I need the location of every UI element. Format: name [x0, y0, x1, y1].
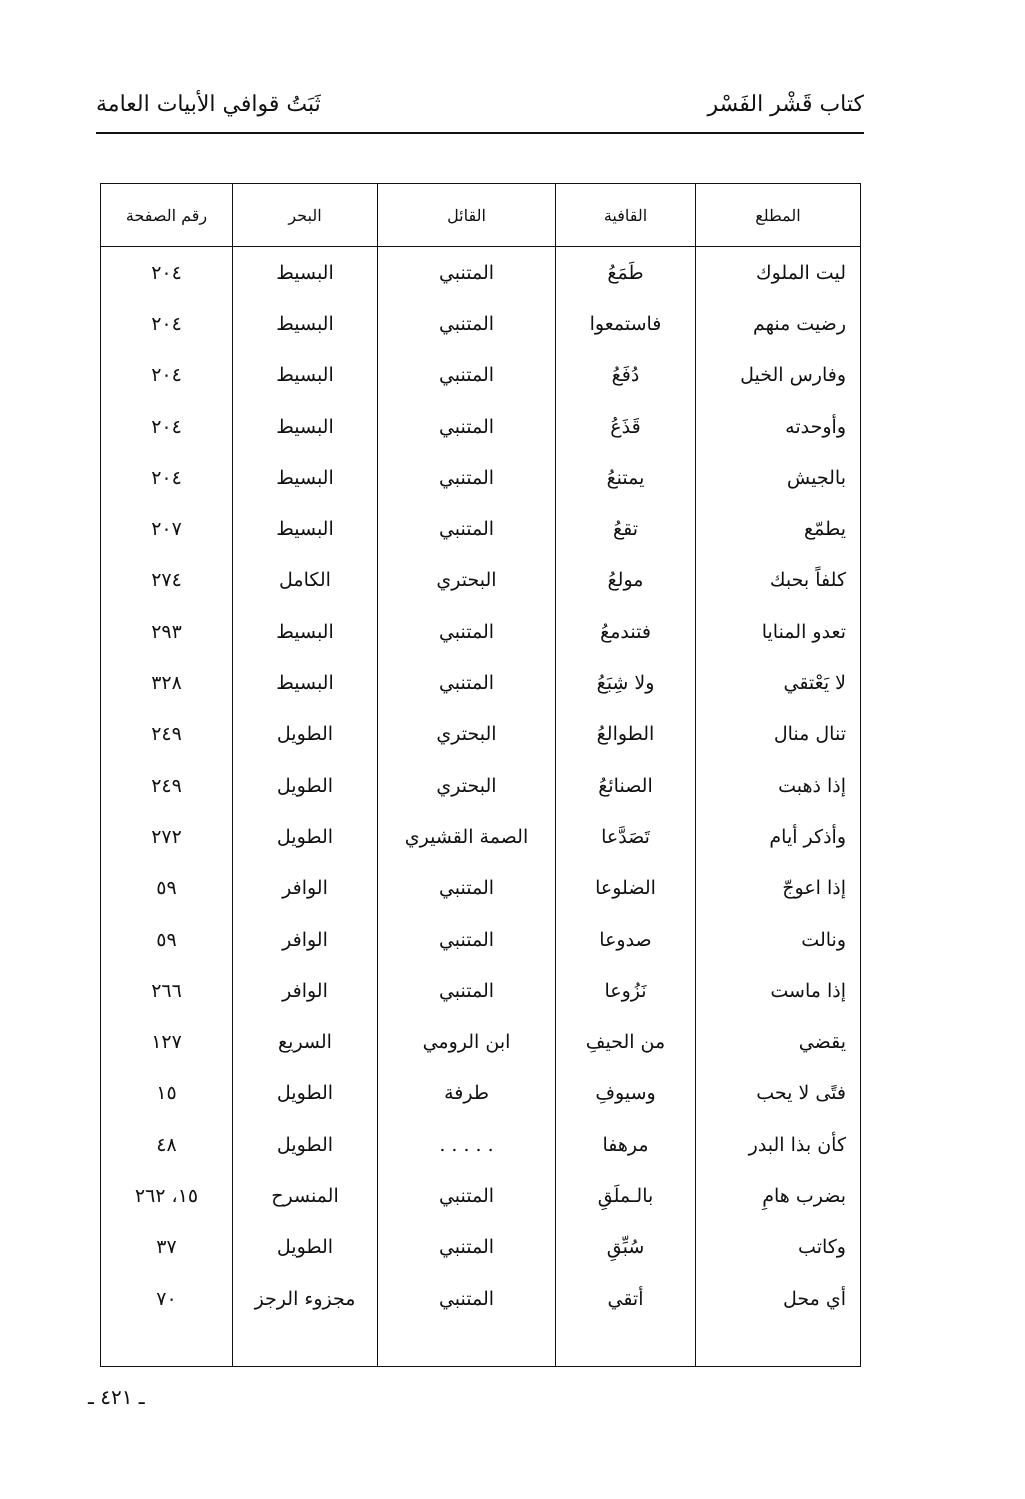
- spacer-cell: [696, 1324, 861, 1367]
- cell-opening: وفارس الخيل: [696, 350, 861, 401]
- cell-page: ٣٢٨: [101, 657, 233, 708]
- spacer-cell: [101, 1324, 233, 1367]
- cell-rhyme: أتقي: [556, 1273, 696, 1324]
- cell-poet: الصمة القشيري: [378, 811, 556, 862]
- cell-page: ٢٩٣: [101, 606, 233, 657]
- cell-poet: المتنبي: [378, 965, 556, 1016]
- cell-opening: رضيت منهم: [696, 298, 861, 349]
- cell-meter: الطويل: [233, 760, 378, 811]
- header-divider: [96, 132, 864, 134]
- cell-page: ٢٠٧: [101, 503, 233, 554]
- column-header-page: رقم الصفحة: [101, 184, 233, 247]
- table-row: [101, 965, 861, 1016]
- cell-rhyme: طَمَعُ: [556, 247, 696, 299]
- table-row: [101, 657, 861, 708]
- cell-meter: البسيط: [233, 606, 378, 657]
- cell-opening: ليت الملوك: [696, 247, 861, 299]
- cell-page: ٢٠٤: [101, 247, 233, 299]
- cell-page: ٢٦٦: [101, 965, 233, 1016]
- cell-poet: المتنبي: [378, 1222, 556, 1273]
- cell-page: ٢٤٩: [101, 709, 233, 760]
- cell-meter: البسيط: [233, 401, 378, 452]
- cell-opening: تعدو المنايا: [696, 606, 861, 657]
- cell-rhyme: من الحيفِ: [556, 1016, 696, 1067]
- cell-page: ١٥: [101, 1068, 233, 1119]
- cell-poet: ابن الرومي: [378, 1016, 556, 1067]
- cell-rhyme: قَذَعُ: [556, 401, 696, 452]
- cell-meter: المنسرح: [233, 1170, 378, 1221]
- spacer-cell: [556, 1324, 696, 1367]
- cell-poet: المتنبي: [378, 1170, 556, 1221]
- cell-meter: السريع: [233, 1016, 378, 1067]
- cell-opening: ونالت: [696, 914, 861, 965]
- table-row: [101, 606, 861, 657]
- cell-meter: الطويل: [233, 709, 378, 760]
- cell-opening: وأوحدته: [696, 401, 861, 452]
- rhymes-table-container: [100, 183, 860, 1316]
- table-row: [101, 452, 861, 503]
- table-header-row: [101, 184, 861, 247]
- cell-poet: المتنبي: [378, 863, 556, 914]
- cell-poet: المتنبي: [378, 503, 556, 554]
- cell-rhyme: دُفَعُ: [556, 350, 696, 401]
- table-row: [101, 1119, 861, 1170]
- table-row: [101, 503, 861, 554]
- table-row: [101, 811, 861, 862]
- cell-meter: الكامل: [233, 555, 378, 606]
- cell-poet: المتنبي: [378, 401, 556, 452]
- cell-rhyme: الضلوعا: [556, 863, 696, 914]
- cell-page: ٥٩: [101, 914, 233, 965]
- cell-meter: مجزوء الرجز: [233, 1273, 378, 1324]
- spacer-cell: [233, 1324, 378, 1367]
- cell-meter: الطويل: [233, 811, 378, 862]
- cell-opening: كأن بذا البدر: [696, 1119, 861, 1170]
- cell-rhyme: مرهفا: [556, 1119, 696, 1170]
- rhymes-table: [100, 183, 861, 1367]
- table-row: [101, 760, 861, 811]
- cell-rhyme: صدوعا: [556, 914, 696, 965]
- column-header-meter: البحر: [233, 184, 378, 247]
- spacer-cell: [378, 1324, 556, 1367]
- cell-opening: لا يَعْتقي: [696, 657, 861, 708]
- cell-page: ٤٨: [101, 1119, 233, 1170]
- cell-rhyme: مولعُ: [556, 555, 696, 606]
- cell-rhyme: يمتنعُ: [556, 452, 696, 503]
- cell-opening: إذا ماست: [696, 965, 861, 1016]
- table-row: [101, 1222, 861, 1273]
- cell-opening: يقضي: [696, 1016, 861, 1067]
- cell-meter: الطويل: [233, 1119, 378, 1170]
- cell-opening: إذا ذهبت: [696, 760, 861, 811]
- cell-opening: بضرب هامِ: [696, 1170, 861, 1221]
- cell-poet: البحتري: [378, 555, 556, 606]
- cell-rhyme: فاستمعوا: [556, 298, 696, 349]
- table-row: [101, 1016, 861, 1067]
- cell-page: ٢٧٤: [101, 555, 233, 606]
- cell-page: ٢٠٤: [101, 401, 233, 452]
- cell-page: ٢٧٢: [101, 811, 233, 862]
- cell-poet: المتنبي: [378, 914, 556, 965]
- cell-meter: الطويل: [233, 1068, 378, 1119]
- cell-meter: الوافر: [233, 965, 378, 1016]
- page-header: [96, 92, 864, 132]
- table-body: [101, 247, 861, 1367]
- table-row: [101, 1170, 861, 1221]
- cell-meter: الوافر: [233, 914, 378, 965]
- table-row: [101, 863, 861, 914]
- cell-page: ٢٤٩: [101, 760, 233, 811]
- cell-poet: المتنبي: [378, 606, 556, 657]
- table-bottom-spacer: [101, 1324, 861, 1367]
- cell-opening: وكاتب: [696, 1222, 861, 1273]
- cell-page: ١٥، ٢٦٢: [101, 1170, 233, 1221]
- book-title: كتاب قَشْر الفَسْر: [707, 92, 864, 117]
- cell-rhyme: الطوالعُ: [556, 709, 696, 760]
- table-row: [101, 1068, 861, 1119]
- cell-opening: إذا اعوجّ: [696, 863, 861, 914]
- table-row: [101, 914, 861, 965]
- cell-page: ٧٠: [101, 1273, 233, 1324]
- cell-rhyme: سُبِّقِ: [556, 1222, 696, 1273]
- cell-page: ٢٠٤: [101, 298, 233, 349]
- cell-meter: البسيط: [233, 657, 378, 708]
- cell-rhyme: بالـملَقِ: [556, 1170, 696, 1221]
- cell-page: ٢٠٤: [101, 350, 233, 401]
- cell-opening: كلفاً بحبك: [696, 555, 861, 606]
- cell-page: ٢٠٤: [101, 452, 233, 503]
- cell-page: ١٢٧: [101, 1016, 233, 1067]
- table-row: [101, 298, 861, 349]
- table-row: [101, 401, 861, 452]
- cell-poet: المتنبي: [378, 247, 556, 299]
- cell-page: ٣٧: [101, 1222, 233, 1273]
- column-header-poet: القائل: [378, 184, 556, 247]
- cell-opening: فتًى لا يحب: [696, 1068, 861, 1119]
- column-header-rhyme: القافية: [556, 184, 696, 247]
- cell-poet: البحتري: [378, 709, 556, 760]
- cell-rhyme: تقعُ: [556, 503, 696, 554]
- table-row: [101, 247, 861, 299]
- cell-rhyme: الصنائعُ: [556, 760, 696, 811]
- cell-poet: طرفة: [378, 1068, 556, 1119]
- section-title: ثَبَتُ قوافي الأبيات العامة: [96, 92, 321, 117]
- table-row: [101, 350, 861, 401]
- table-row: [101, 1273, 861, 1324]
- cell-rhyme: وسيوفِ: [556, 1068, 696, 1119]
- cell-rhyme: ولا شِبَعُ: [556, 657, 696, 708]
- table-row: [101, 555, 861, 606]
- cell-opening: تنال منال: [696, 709, 861, 760]
- cell-page: ٥٩: [101, 863, 233, 914]
- cell-poet: البحتري: [378, 760, 556, 811]
- cell-meter: البسيط: [233, 350, 378, 401]
- cell-poet: . . . . .: [378, 1119, 556, 1170]
- cell-opening: بالجيش: [696, 452, 861, 503]
- cell-poet: المتنبي: [378, 452, 556, 503]
- cell-opening: يطمّع: [696, 503, 861, 554]
- cell-meter: الوافر: [233, 863, 378, 914]
- cell-rhyme: فتندمعُ: [556, 606, 696, 657]
- cell-meter: البسيط: [233, 452, 378, 503]
- cell-opening: أي محل: [696, 1273, 861, 1324]
- cell-poet: المتنبي: [378, 298, 556, 349]
- page-number: ـ ٤٢١ ـ: [88, 1385, 145, 1409]
- cell-rhyme: نَزُوعا: [556, 965, 696, 1016]
- cell-meter: البسيط: [233, 298, 378, 349]
- cell-poet: المتنبي: [378, 657, 556, 708]
- column-header-opening: المطلع: [696, 184, 861, 247]
- table-row: [101, 709, 861, 760]
- cell-meter: الطويل: [233, 1222, 378, 1273]
- cell-rhyme: تَصَدَّعا: [556, 811, 696, 862]
- cell-poet: المتنبي: [378, 1273, 556, 1324]
- cell-meter: البسيط: [233, 503, 378, 554]
- cell-poet: المتنبي: [378, 350, 556, 401]
- cell-opening: وأذكر أيام: [696, 811, 861, 862]
- cell-meter: البسيط: [233, 247, 378, 299]
